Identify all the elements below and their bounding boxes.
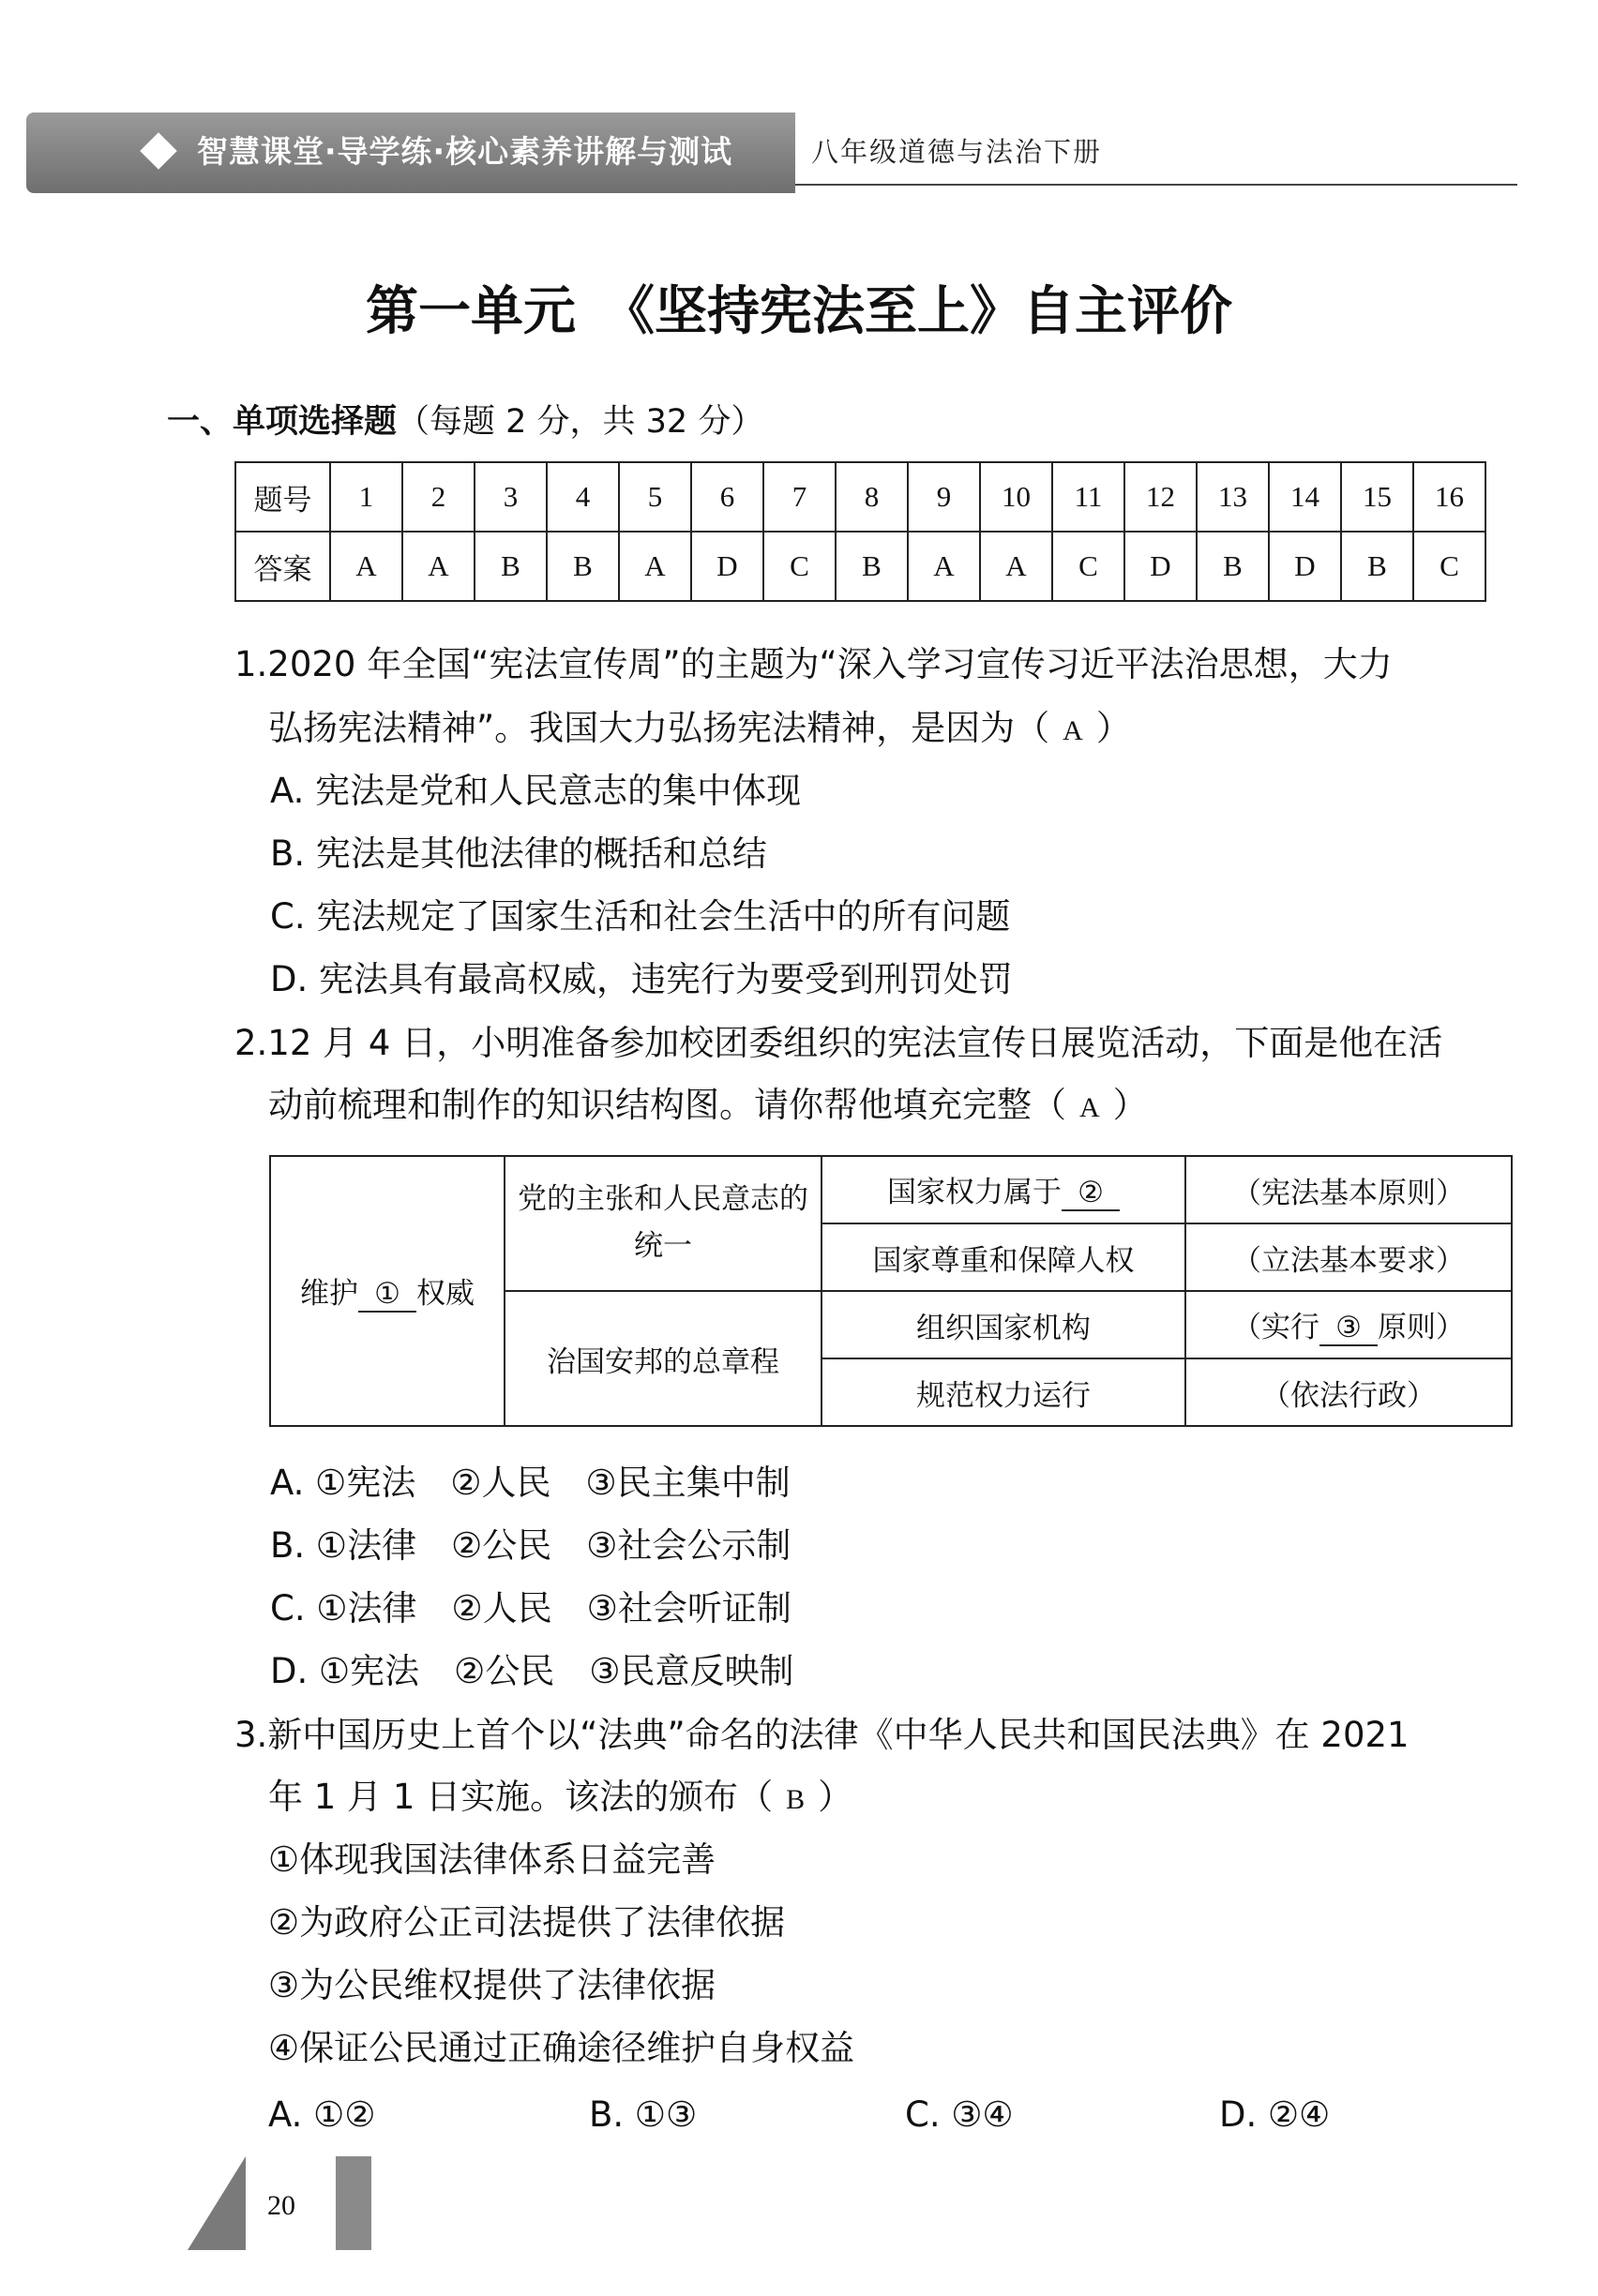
q3-item-2: ②为政府公正司法提供了法律依据 bbox=[268, 1902, 786, 1943]
blank-1: ① bbox=[358, 1277, 416, 1313]
question-number: 1 bbox=[330, 462, 402, 532]
q1-close-paren: ） bbox=[1095, 708, 1131, 748]
blank-2: ② bbox=[1062, 1176, 1120, 1211]
q1-option-b: B. 宪法是其他法律的概括和总结 bbox=[270, 833, 767, 874]
q3-option-d: D. ②④ bbox=[1219, 2094, 1331, 2135]
question-number: 12 bbox=[1124, 462, 1197, 532]
row-label-answer: 答案 bbox=[235, 532, 330, 601]
answer-cell: C bbox=[1413, 532, 1485, 601]
answer-cell: A bbox=[980, 532, 1052, 601]
q2-option-b: B. ①法律 ②公民 ③社会公示制 bbox=[270, 1525, 791, 1566]
question-number: 4 bbox=[547, 462, 619, 532]
q3-stem-line2 bbox=[268, 1777, 853, 1817]
q2-answer: A bbox=[1079, 1092, 1100, 1123]
question-number: 9 bbox=[908, 462, 980, 532]
question-number: 3 bbox=[475, 462, 547, 532]
header-divider bbox=[795, 184, 1517, 186]
q2-option-a: A. ①宪法 ②人民 ③民主集中制 bbox=[270, 1463, 791, 1503]
q2-stem-text: 动前梳理和制作的知识结构图。请你帮他填充完整（ bbox=[268, 1085, 1066, 1125]
q3-item-4: ④保证公民通过正确途径维护自身权益 bbox=[268, 2028, 855, 2068]
question-number: 16 bbox=[1413, 462, 1485, 532]
answer-cell: B bbox=[836, 532, 908, 601]
answer-cell: D bbox=[1269, 532, 1341, 601]
q2-option-c: C. ①法律 ②人民 ③社会听证制 bbox=[270, 1588, 791, 1628]
corner-decoration bbox=[188, 2156, 246, 2250]
q3-close-paren: ） bbox=[818, 1777, 853, 1817]
section-note: （每题 2 分，共 32 分） bbox=[397, 403, 764, 441]
answer-cell: C bbox=[763, 532, 836, 601]
answer-cell: A bbox=[908, 532, 980, 601]
q1-stem-line1: 1.2020 年全国“宪法宣传周”的主题为“深入学习宣传习近平法治思想，大力 bbox=[234, 644, 1393, 684]
unit-name: 《坚持宪法至上》自主评价 bbox=[602, 281, 1232, 342]
q1-option-a: A. 宪法是党和人民意志的集中体现 bbox=[270, 771, 802, 811]
q2-stem-line1: 2.12 月 4 日，小明准备参加校团委组织的宪法宣传日展览活动，下面是他在活 bbox=[234, 1023, 1443, 1063]
q1-option-c: C. 宪法规定了国家生活和社会生活中的所有问题 bbox=[270, 896, 1011, 937]
q3-option-b: B. ①③ bbox=[589, 2094, 698, 2135]
q1-stem-text: 弘扬宪法精神”。我国大力弘扬宪法精神，是因为（ bbox=[268, 708, 1050, 748]
kmap-branch-1: 党的主张和人民意志的统一 bbox=[505, 1156, 822, 1291]
q3-option-c: C. ③④ bbox=[905, 2094, 1014, 2135]
answer-cell: B bbox=[1341, 532, 1413, 601]
answer-cell: C bbox=[1052, 532, 1124, 601]
answer-cell: B bbox=[1197, 532, 1269, 601]
answer-cell: A bbox=[619, 532, 691, 601]
q3-item-3: ③为公民维权提供了法律依据 bbox=[268, 1965, 716, 2005]
question-number: 7 bbox=[763, 462, 836, 532]
question-number: 13 bbox=[1197, 462, 1269, 532]
blank-3: ③ bbox=[1319, 1311, 1378, 1346]
kmap-leaf-2: 国家尊重和保障人权 bbox=[822, 1223, 1185, 1291]
section-title: 一、单项选择题 bbox=[167, 403, 398, 441]
section-heading bbox=[167, 396, 763, 443]
q3-answer: B bbox=[786, 1784, 806, 1815]
question-number: 8 bbox=[836, 462, 908, 532]
question-number: 5 bbox=[619, 462, 691, 532]
answer-cell: D bbox=[1124, 532, 1197, 601]
unit-label: 第一单元 bbox=[366, 281, 576, 342]
page-number: 20 bbox=[267, 2190, 295, 2221]
q2-option-d: D. ①宪法 ②公民 ③民意反映制 bbox=[270, 1651, 794, 1691]
kmap-tag-2: （立法基本要求） bbox=[1185, 1223, 1512, 1291]
question-number: 14 bbox=[1269, 462, 1341, 532]
corner-bar bbox=[336, 2156, 371, 2250]
page-title bbox=[0, 270, 1598, 345]
kmap-leaf-1: 国家权力属于 ② bbox=[822, 1156, 1185, 1223]
question-number: 2 bbox=[402, 462, 475, 532]
answer-cell: D bbox=[691, 532, 763, 601]
answer-cell: A bbox=[330, 532, 402, 601]
row-label-number: 题号 bbox=[235, 462, 330, 532]
q3-item-1: ①体现我国法律体系日益完善 bbox=[268, 1839, 716, 1880]
kmap-leaf-4: 规范权力运行 bbox=[822, 1358, 1185, 1426]
question-number: 6 bbox=[691, 462, 763, 532]
answer-cell: A bbox=[402, 532, 475, 601]
kmap-branch-2: 治国安邦的总章程 bbox=[505, 1291, 822, 1426]
kmap-leaf-3: 组织国家机构 bbox=[822, 1291, 1185, 1358]
answer-table-row-answers bbox=[235, 532, 1485, 601]
q3-stem-line1: 3.新中国历史上首个以“法典”命名的法律《中华人民共和国民法典》在 2021 bbox=[234, 1715, 1410, 1755]
q2-stem-line2 bbox=[268, 1085, 1148, 1125]
knowledge-map bbox=[269, 1155, 1513, 1427]
series-title: 智慧课堂·导学练·核心素养讲解与测试 bbox=[197, 133, 733, 170]
q1-option-d: D. 宪法具有最高权威，违宪行为要受到刑罚处罚 bbox=[270, 959, 1014, 999]
kmap-root: 维护 ① 权威 bbox=[270, 1156, 505, 1426]
q1-answer: A bbox=[1063, 715, 1083, 746]
answer-cell: B bbox=[547, 532, 619, 601]
kmap-tag-4: （依法行政） bbox=[1185, 1358, 1512, 1426]
answer-cell: B bbox=[475, 532, 547, 601]
kmap-tag-1: （宪法基本原则） bbox=[1185, 1156, 1512, 1223]
question-number: 10 bbox=[980, 462, 1052, 532]
question-number: 11 bbox=[1052, 462, 1124, 532]
book-title: 八年级道德与法治下册 bbox=[811, 136, 1103, 168]
q2-close-paren: ） bbox=[1112, 1085, 1148, 1125]
kmap-tag-3: （实行 ③ 原则） bbox=[1185, 1291, 1512, 1358]
q3-stem-text: 年 1 月 1 日实施。该法的颁布（ bbox=[268, 1777, 774, 1817]
answer-table-row-numbers bbox=[235, 462, 1485, 532]
question-number: 15 bbox=[1341, 462, 1413, 532]
answer-table bbox=[234, 461, 1486, 602]
q3-option-a: A. ①② bbox=[268, 2094, 376, 2135]
q1-stem-line2 bbox=[268, 708, 1131, 748]
